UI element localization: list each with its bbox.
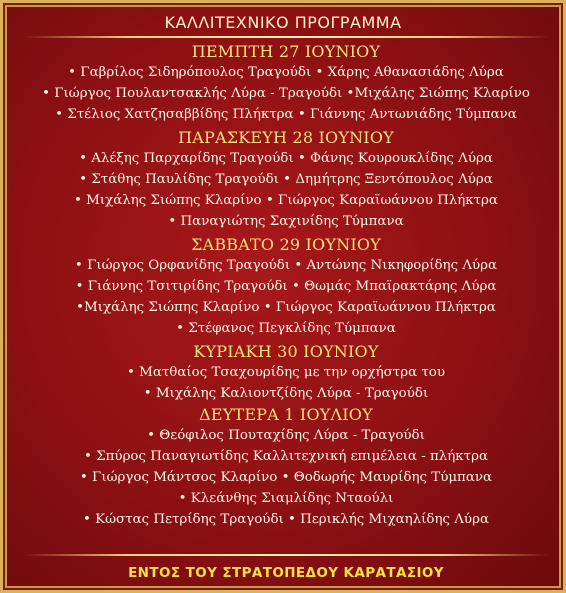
day-heading: ΠΑΡΑΣΚΕΥΗ 28 ΙΟΥΝΙΟΥ <box>178 128 394 147</box>
performer-line: • Σπύρος Παναγιωτίδης Καλλιτεχνική επιμέλεια - πλήκτρα <box>84 449 488 464</box>
performer-line: • Γιάννης Τσιτιρίδης Τραγούδι • Θωμάς Μπαϊρακτάρης Λύρα <box>75 279 497 294</box>
performer-line: • Γιώργος Ορφανίδης Τραγούδι • Αντώνης Νικηφορίδης Λύρα <box>74 258 498 273</box>
performer-line: • Παναγιώτης Σαχινίδης Τύμπανα <box>168 214 404 229</box>
bottom-divider <box>23 554 549 556</box>
day-heading: ΣΑΒΒΑΤΟ 29 ΙΟΥΝΙΟΥ <box>191 235 381 254</box>
performer-line: • Θεόφιλος Πουταχίδης Λύρα - Τραγούδι <box>147 428 425 443</box>
day-block <box>3 341 566 404</box>
day-block <box>3 127 566 232</box>
performer-line: • Μιχάλης Καλιοντζίδης Λύρα - Τραγούδι <box>143 386 429 401</box>
schedule <box>3 41 566 530</box>
performer-line: • Στάθης Παυλίδης Τραγούδι • Δημήτρης Ξεντόπουλος Λύρα <box>79 172 493 187</box>
day-block <box>3 404 566 530</box>
performer-line: • Στέφανος Πεγκλίδης Τύμπανα <box>176 321 396 336</box>
day-heading: ΚΥΡΙΑΚΗ 30 ΙΟΥΝΙΟΥ <box>193 342 379 361</box>
day-block <box>3 234 566 339</box>
top-divider <box>23 36 549 38</box>
day-heading: ΔΕΥΤΕΡΑ 1 ΙΟΥΛΙΟΥ <box>199 405 373 424</box>
performer-line: •Μιχάλης Σιώπης Κλαρίνο • Γιώργος Καραϊωάννου Πλήκτρα <box>76 300 496 315</box>
performer-line: • Κλεάνθης Σιαμλίδης Νταούλι <box>178 491 394 506</box>
performer-line: • Γαβρίλος Σιδηρόπουλος Τραγούδι • Χάρης Αθανασιάδης Λύρα <box>68 65 504 80</box>
performer-line: • Κώστας Πετρίδης Τραγούδι • Περικλής Μιχαηλίδης Λύρα <box>82 512 489 527</box>
performer-line: • Γιώργος Πουλαντσακλής Λύρα - Τραγούδι •Μιχάλης Σιώπης Κλαρίνο <box>42 86 530 101</box>
performer-line: • Μιχάλης Σιώπης Κλαρίνο • Γιώργος Καραϊωάννου Πλήκτρα <box>74 193 498 208</box>
venue-footer: ΕΝΤΟΣ ΤΟΥ ΣΤΡΑΤΟΠΕΔΟΥ ΚΑΡΑΤΑΣΙΟΥ <box>128 565 444 581</box>
day-heading: ΠΕΜΠΤΗ 27 ΙΟΥΝΙΟΥ <box>191 42 381 61</box>
performer-line: • Ματθαίος Τσαχουρίδης με την ορχήστρα του <box>126 365 445 380</box>
performer-line: • Στέλιος Χατζησαββίδης Πλήκτρα • Γιάννης Αντωνιάδης Τύμπανα <box>55 107 517 122</box>
performer-line: • Γιώργος Μάντσος Κλαρίνο • Θοδωρής Μαυρίδης Τύμπανα <box>79 470 493 485</box>
day-block <box>3 41 566 125</box>
poster-title: ΚΑΛΛΙΤΕΧΝΙΚΟ ΠΡΟΓΡΑΜΜΑ <box>164 13 402 32</box>
performer-line: • Αλέξης Παρχαρίδης Τραγούδι • Φάνης Κουρουκλίδης Λύρα <box>79 151 493 166</box>
